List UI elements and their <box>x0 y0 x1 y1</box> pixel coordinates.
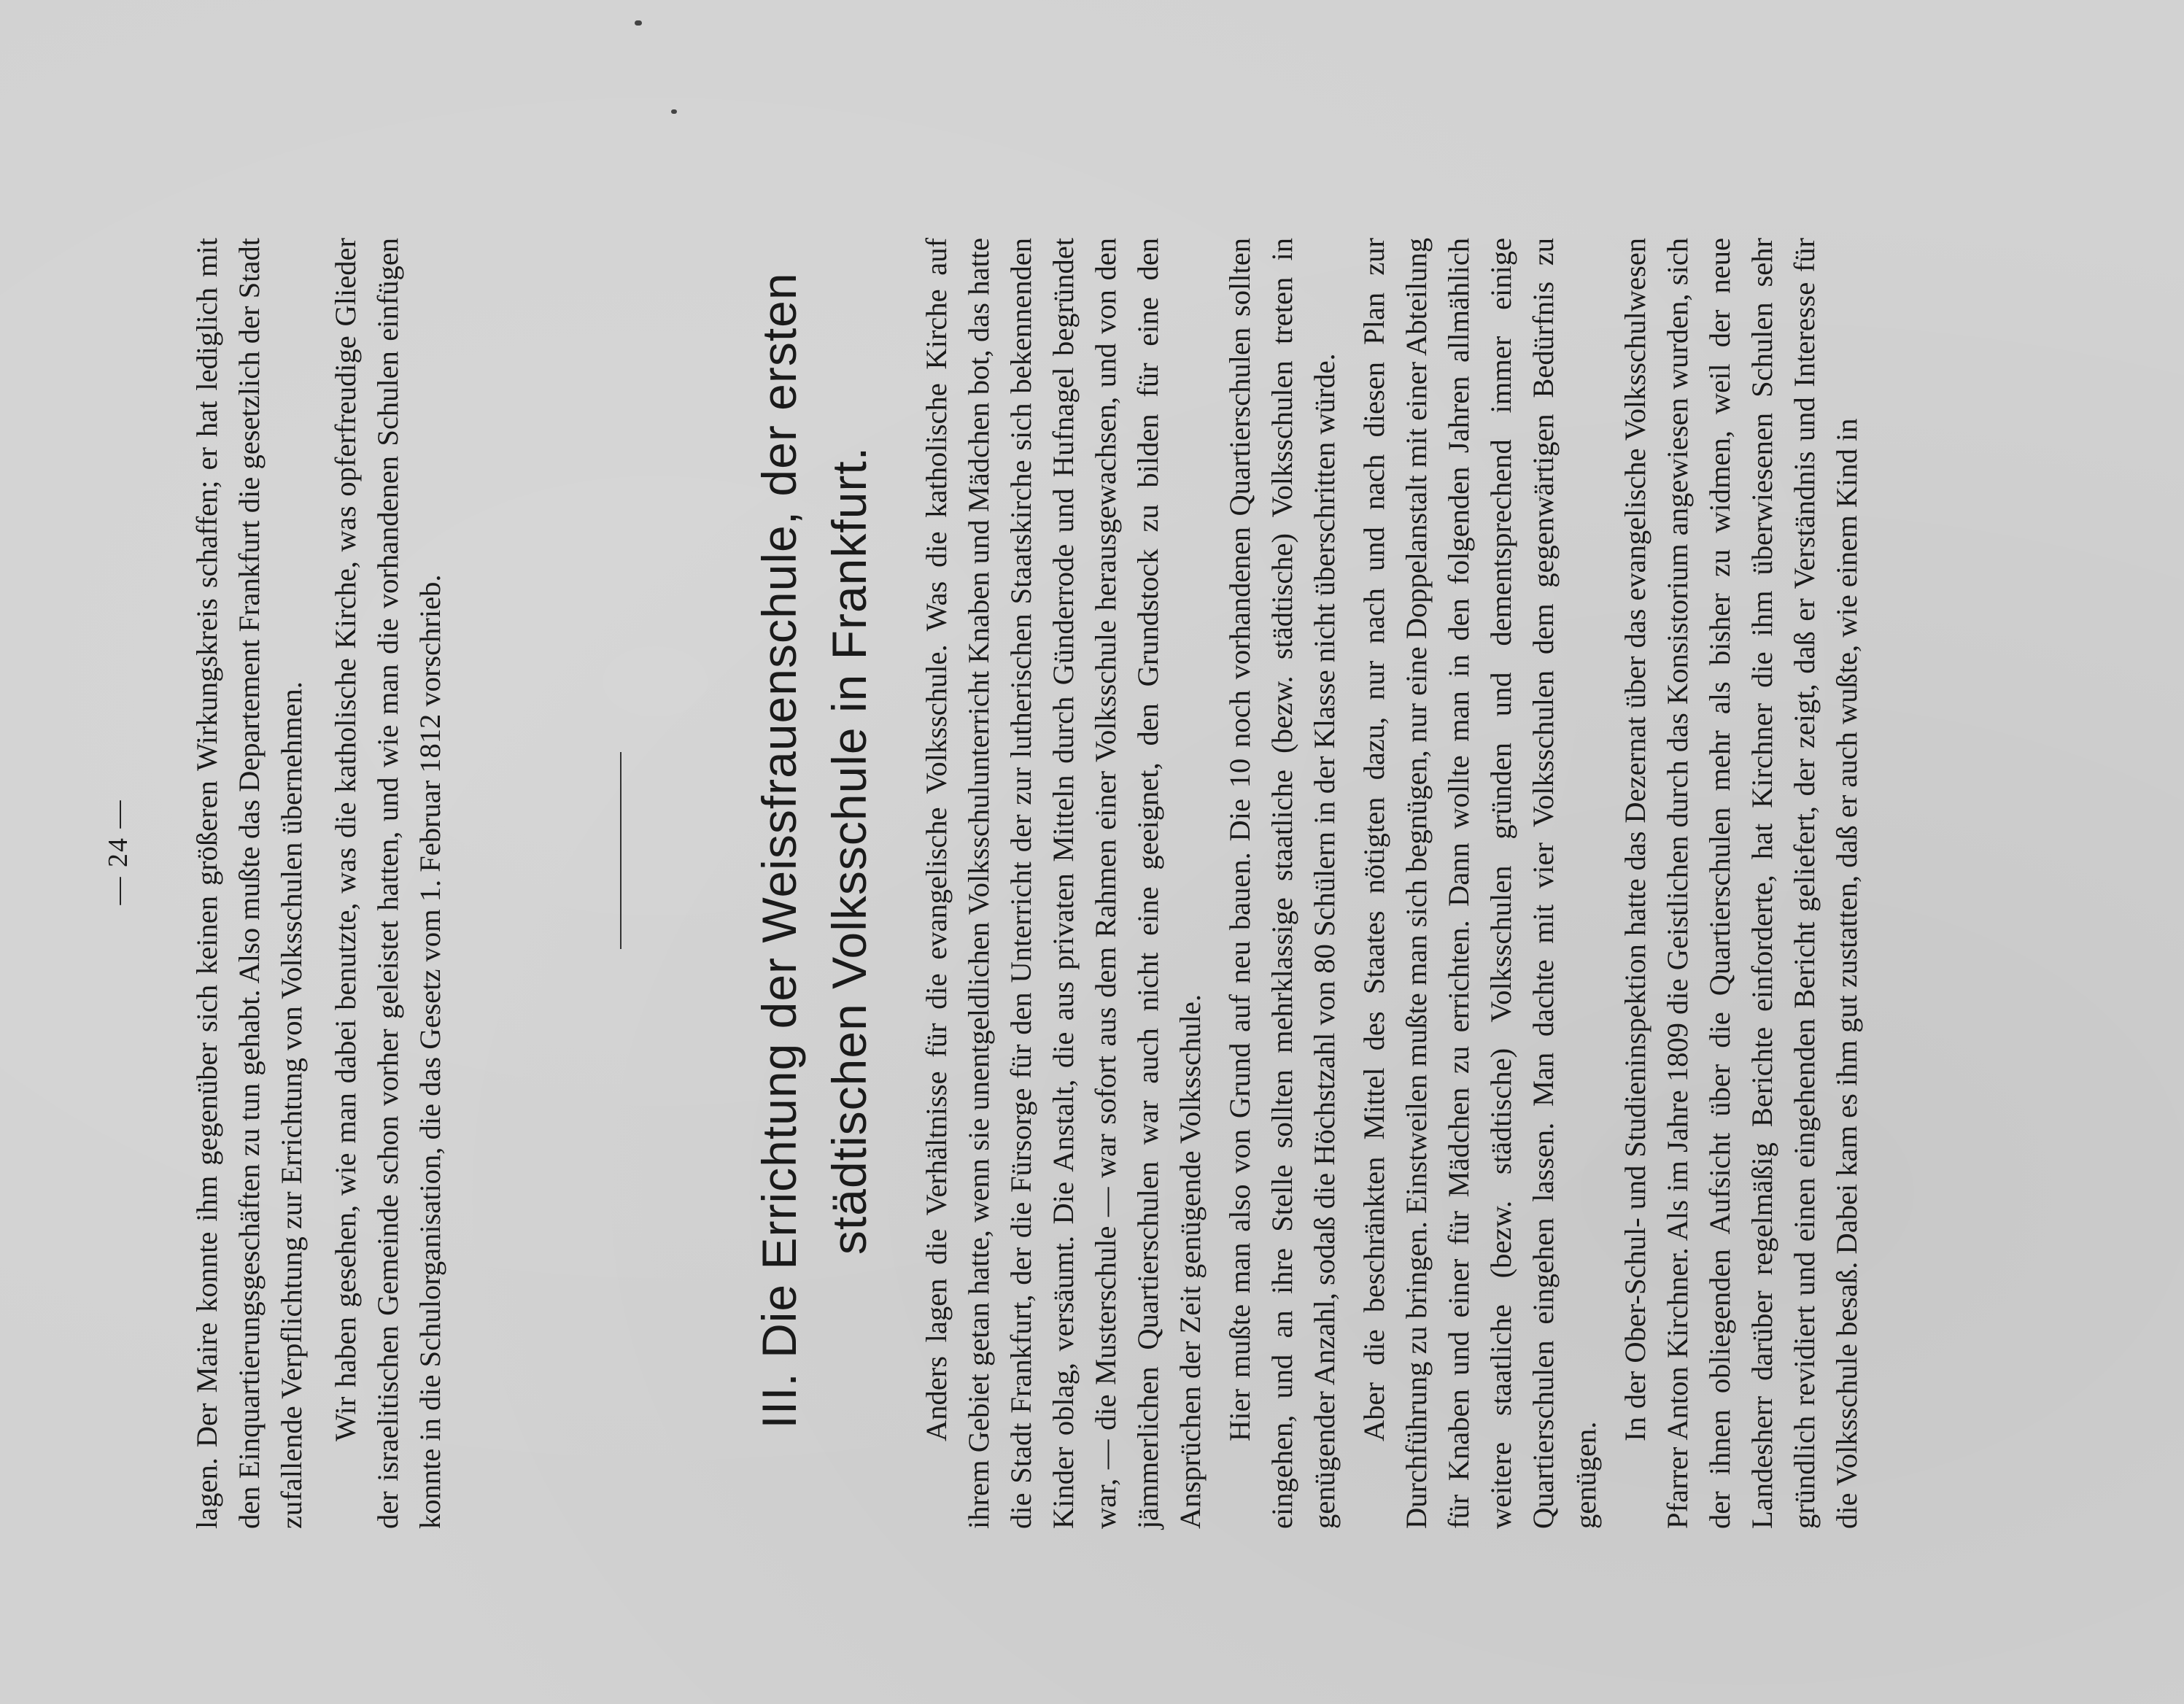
chapter-heading-line1: III. Die Errichtung der Weissfrauenschule, der ersten <box>752 272 806 1429</box>
body-paragraph: Hier mußte man also von Grund auf neu bauen. Die 10 noch vorhandenen Quartierschulen sollten eingehen, und an ihre Stelle sollten mehrklassige staatliche (bezw. städtische) Volksschulen treten in genügender Anzahl, sodaß die Höchstzahl von 80 Schülern in der Klasse nicht überschritten würde. <box>1223 238 1341 1529</box>
scan-speck <box>635 20 642 26</box>
chapter-body-text <box>915 238 1868 1529</box>
body-paragraph: In der Ober-Schul- und Studieninspektion hatte das Dezernat über das evangelische Volksschulwesen Pfarrer Anton Kirchner. Als im Jahre 1809 die Geistlichen durch das Konsistorium angewiesen wurden, sich der ihnen obliegenden Aufsicht über die Quartierschulen mehr als bisher zu widmen, weil der neue Landesherr darüber regelmäßig Berichte einforderte, hat Kirchner die ihm überwiesenen Schulen sehr gründlich revidiert und einen eingehenden Bericht geliefert, der zeigt, daß er Verständnis und Interesse für die Volksschule besaß. Dabei kam es ihm gut zustatten, daß er auch wußte, wie einem Kind in <box>1619 238 1863 1529</box>
body-paragraph: Anders lagen die Verhältnisse für die evangelische Volksschule. Was die katholische Kirche auf ihrem Gebiet getan hatte, wenn sie unentgeldlichen Volksschulunterricht Knaben und Mädchen bot, das hatte die Stadt Frankfurt, der die Fürsorge für den Unterricht der zur lutherischen Staatskirche sich bekennenden Kinder oblag, versäumt. Die Anstalt, die aus privaten Mitteln durch Günderrode und Hufnagel begründet war, — die Musterschule — war sofort aus dem Rahmen einer Volksschule herausgewachsen, und von den jämmerlichen Quartierschulen war auch nicht eine geeignet, den Grundstock zu bilden für eine den Ansprüchen der Zeit genügende Volksschule. <box>920 238 1207 1529</box>
chapter-heading-line2: städtischen Volksschule in Frankfurt. <box>822 446 876 1255</box>
intro-paragraph: Wir haben gesehen, wie man dabei benutzte, was die katholische Kirche, was opferfreudige Glieder der israelitischen Gemeinde schon vorher geleistet hatten, und wie man die vorhandenen Schulen einfügen konnte in die Schulorganisation, die das Gesetz vom 1. Februar 1812 vorschrieb. <box>329 238 446 1529</box>
scan-speck <box>671 109 677 114</box>
intro-paragraph: lagen. Der Maire konnte ihm gegenüber sich keinen größeren Wirkungskreis schaffen; er hat lediglich mit den Einquartierungsgeschäften zu tun gehabt. Also mußte das Departement Frankfurt die gesetzlich der Stadt zufallende Verpflichtung zur Errichtung von Volksschulen übernehmen. <box>190 238 308 1529</box>
section-separator-rule <box>620 752 621 949</box>
chapter-heading <box>744 194 884 1507</box>
page-number-header: — 24 — <box>103 799 133 905</box>
body-paragraph: Aber die beschränkten Mittel des Staates nötigten dazu, nur nach und nach diesen Plan zur Durchführung zu bringen. Einstweilen mußte man sich begnügen, nur eine Doppelanstalt mit einer Abteilung für Knaben und einer für Mädchen zu errichten. Dann wollte man in den folgenden Jahren allmählich weitere staatliche (bezw. städtische) Volksschulen gründen und dementsprechend immer einige Quartierschulen eingehen lassen. Man dachte mit vier Volksschulen dem gegenwärtigen Bedürfnis zu genügen. <box>1358 238 1602 1529</box>
intro-text-block <box>186 238 452 1529</box>
